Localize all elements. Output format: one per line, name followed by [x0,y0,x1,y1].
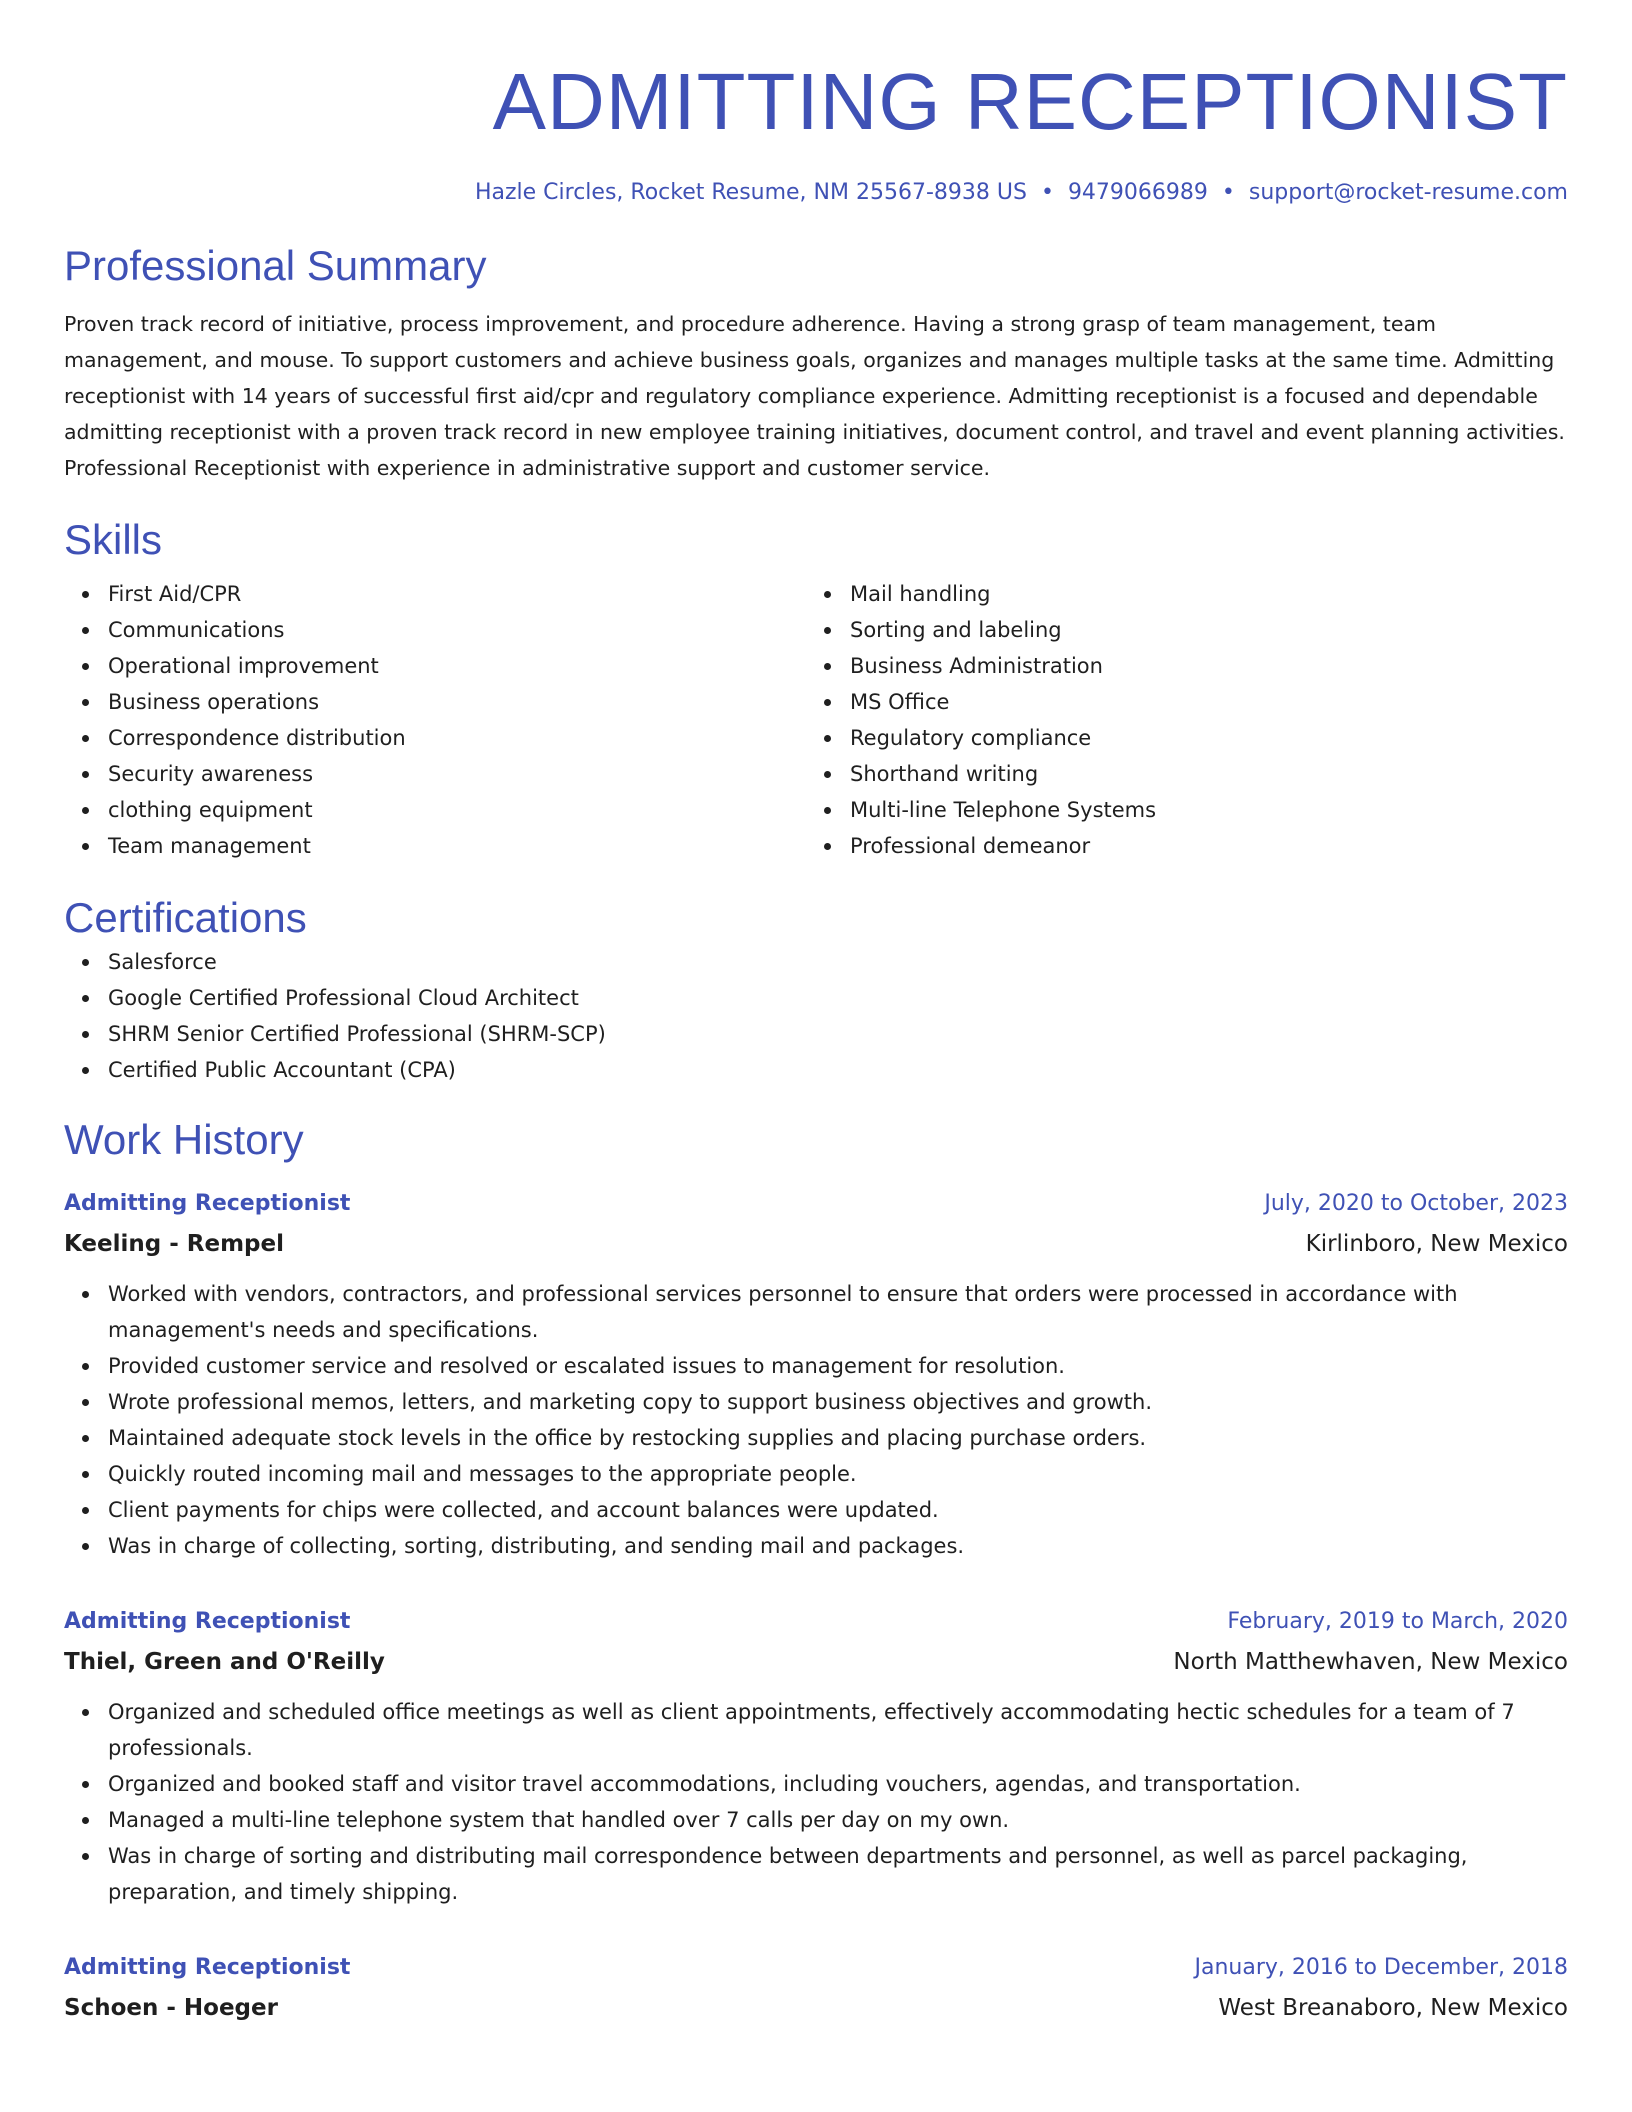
skills-list-left [64,576,806,864]
skill-item: Professional demeanor [850,828,1548,864]
job-entry [64,1184,1568,1564]
job-dates: January, 2016 to December, 2018 [1194,1955,1568,1980]
certification-item: Certified Public Accountant (CPA) [108,1052,1568,1088]
job-duty-item: Was in charge of sorting and distributing mail correspondence between departments and personnel, as well as parcel packaging, preparation, and timely shipping. [108,1838,1568,1910]
contact-separator: • [1040,180,1054,205]
skill-item: Correspondence distribution [108,720,806,756]
job-company-row [64,1988,1568,2028]
skill-item: Team management [108,828,806,864]
job-company-row [64,1642,1568,1682]
summary-text: Proven track record of initiative, process improvement, and procedure adherence. Having a strong grasp of team management, team management, and mouse. To support customers and achieve business goals, organizes and manages multiple tasks at the same time. Admitting receptionist with 14 years of successful first aid/cpr and regulatory compliance experience. Admitting receptionist is a focused and dependable admitting receptionist with a proven track record in new employee training initiatives, document control, and travel and event planning activities. Professional Receptionist with experience in administrative support and customer service. [64,312,1565,480]
job-duty-item: Managed a multi-line telephone system that handled over 7 calls per day on my own. [108,1802,1568,1838]
job-company: Keeling - Rempel [64,1231,285,1257]
skill-item: Business Administration [850,648,1548,684]
job-company-row [64,1224,1568,1264]
certifications-heading: Certifications [64,894,307,941]
resume-title: ADMITTING RECEPTIONIST [492,57,1568,146]
job-header-row [64,1184,1568,1224]
skills-heading: Skills [64,516,163,563]
job-duty-item: Organized and booked staff and visitor travel accommodations, including vouchers, agendas, and transportation. [108,1766,1568,1802]
job-title: Admitting Receptionist [64,1609,351,1634]
certification-item: Salesforce [108,944,1568,980]
job-location: West Breanaboro, New Mexico [1218,1995,1568,2021]
job-duty-item: Wrote professional memos, letters, and marketing copy to support business objectives and growth. [108,1384,1568,1420]
skill-item: Security awareness [108,756,806,792]
skills-grid [64,576,1568,864]
skills-column-left [64,576,806,864]
work-history-heading: Work History [64,1116,304,1163]
skills-list-right [806,576,1548,864]
certification-item: Google Certified Professional Cloud Architect [108,980,1568,1016]
skill-item: Shorthand writing [850,756,1548,792]
skill-item: clothing equipment [108,792,806,828]
contact-email[interactable]: support@rocket-resume.com [1248,180,1568,205]
job-duty-item: Worked with vendors, contractors, and professional services personnel to ensure that orders were processed in accordance with management's needs and specifications. [108,1276,1568,1348]
skill-item: Mail handling [850,576,1548,612]
job-duties-list [64,1276,1568,1564]
job-title: Admitting Receptionist [64,1955,351,1980]
job-duty-item: Organized and scheduled office meetings as well as client appointments, effectively accommodating hectic schedules for a team of 7 professionals. [108,1694,1568,1766]
job-dates: July, 2020 to October, 2023 [1264,1191,1568,1216]
contact-address: Hazle Circles, Rocket Resume, NM 25567-8938 US [474,180,1027,205]
job-duty-item: Maintained adequate stock levels in the office by restocking supplies and placing purchase orders. [108,1420,1568,1456]
job-duty-item: Quickly routed incoming mail and messages to the appropriate people. [108,1456,1568,1492]
skill-item: MS Office [850,684,1548,720]
certifications-list [64,944,1568,1088]
job-header-row [64,1948,1568,1988]
certification-item: SHRM Senior Certified Professional (SHRM-SCP) [108,1016,1568,1052]
contact-line [64,178,1568,208]
contact-phone[interactable]: 9479066989 [1067,180,1208,205]
skills-column-right [806,576,1548,864]
contact-separator: • [1221,180,1235,205]
job-location: North Matthewhaven, New Mexico [1173,1649,1568,1675]
job-duties-list [64,1694,1568,1910]
skill-item: Regulatory compliance [850,720,1548,756]
skill-item: Operational improvement [108,648,806,684]
job-duty-item: Provided customer service and resolved or escalated issues to management for resolution. [108,1348,1568,1384]
job-header-row [64,1602,1568,1642]
job-duty-item: Client payments for chips were collected, and account balances were updated. [108,1492,1568,1528]
job-company: Schoen - Hoeger [64,1995,278,2021]
job-title: Admitting Receptionist [64,1191,351,1216]
skill-item: Sorting and labeling [850,612,1548,648]
job-location: Kirlinboro, New Mexico [1305,1231,1568,1257]
skill-item: Multi-line Telephone Systems [850,792,1548,828]
skill-item: Business operations [108,684,806,720]
job-entry [64,1602,1568,1910]
job-company: Thiel, Green and O'Reilly [64,1649,385,1675]
job-duty-item: Was in charge of collecting, sorting, distributing, and sending mail and packages. [108,1528,1568,1564]
job-dates: February, 2019 to March, 2020 [1227,1609,1568,1634]
job-entry [64,1948,1568,2028]
summary-heading: Professional Summary [64,242,487,289]
skill-item: First Aid/CPR [108,576,806,612]
skill-item: Communications [108,612,806,648]
